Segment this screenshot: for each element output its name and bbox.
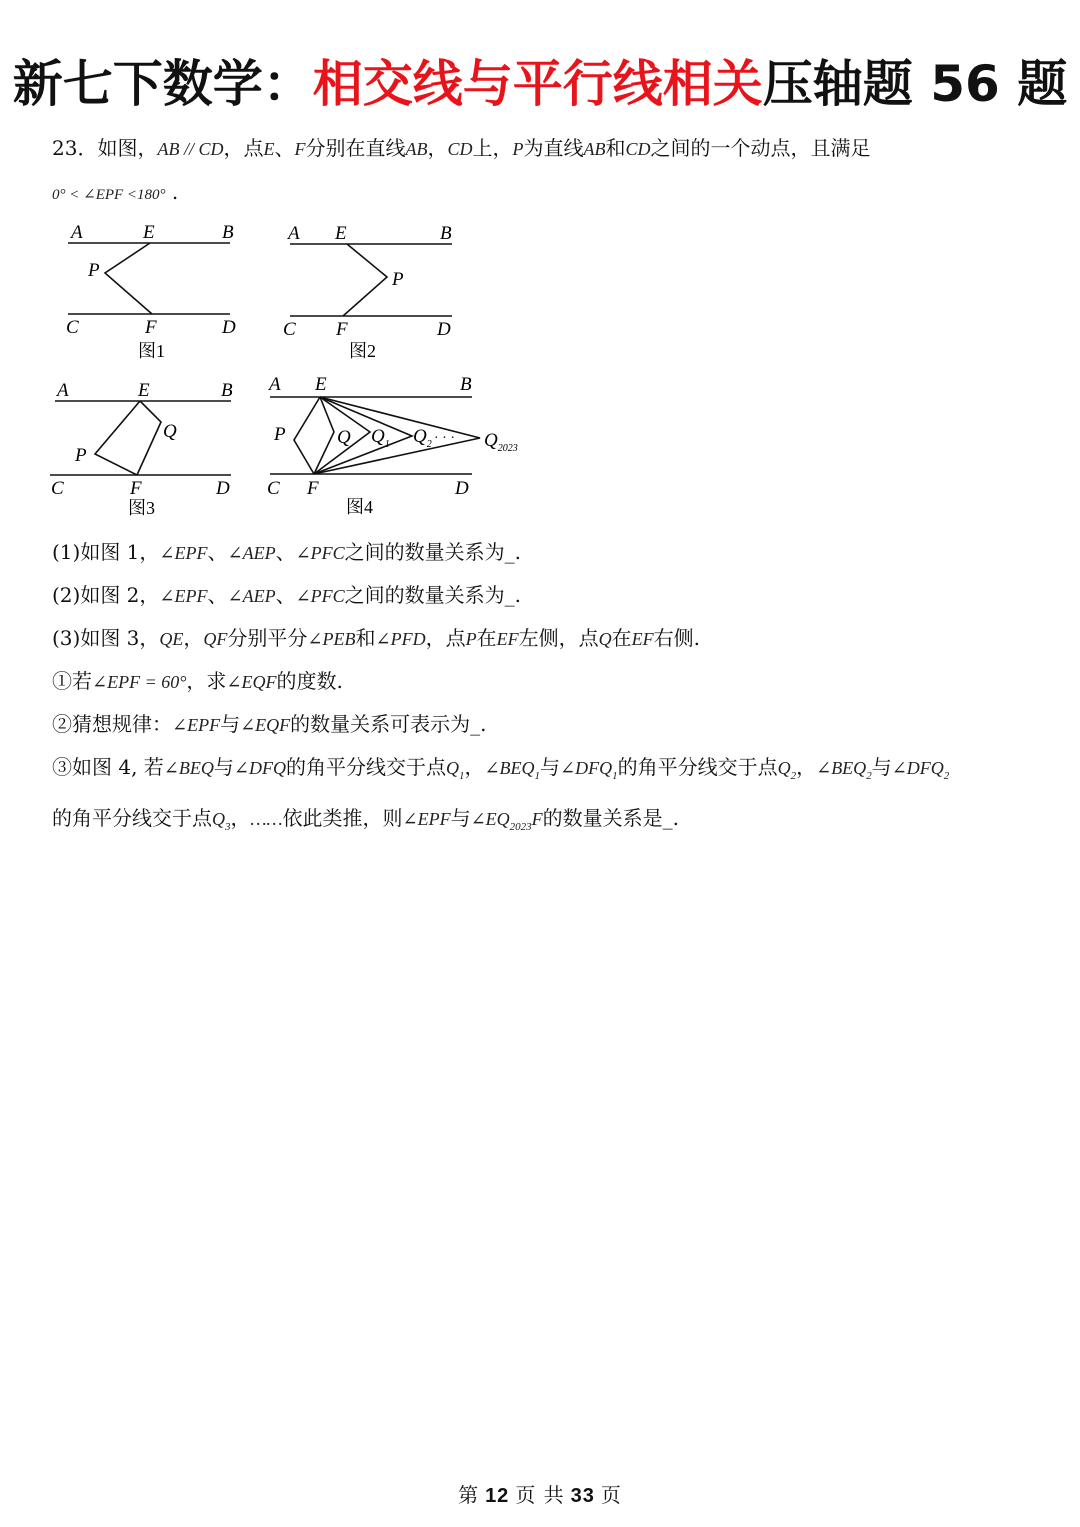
math: Q (212, 809, 225, 829)
text: 与 (450, 806, 471, 830)
subscript: 1 (612, 770, 618, 782)
text: ， (183, 626, 204, 650)
label-d: D (437, 319, 451, 340)
title-part-3: 压轴题 56 题 (762, 55, 1068, 113)
math: ∠EQF (226, 672, 277, 692)
text: 与 (213, 755, 234, 779)
text: ， (464, 755, 485, 779)
title-part-2-highlight: 相交线与平行线相关 (312, 55, 763, 113)
text: ， (796, 755, 817, 779)
math: …… (250, 809, 283, 829)
text: 在 (476, 626, 497, 650)
page-title (0, 52, 1080, 116)
math: ∠EQF (240, 715, 291, 735)
text: (1)如图 1， (52, 540, 160, 564)
figure-2 (275, 215, 475, 365)
text: 分别平分 (227, 626, 308, 650)
label-q: Q (337, 427, 351, 448)
label-q2023 (484, 430, 518, 454)
math: ∠DFQ (233, 758, 286, 778)
figure-4 (262, 370, 542, 522)
subscript: 1 (534, 770, 541, 782)
current-page-number: 12 (485, 1485, 510, 1507)
math: F (294, 139, 306, 159)
label-b: B (440, 223, 452, 244)
math: EF (496, 629, 519, 649)
label-f: F (130, 478, 142, 499)
label-c: C (283, 319, 296, 340)
path-eqf (137, 401, 161, 475)
text: 与 (871, 755, 892, 779)
figure-caption: 图2 (349, 341, 376, 361)
path-eqf (314, 397, 334, 474)
math: ∠EPF = 60° (92, 672, 187, 692)
math: CD (447, 139, 473, 159)
page-footer (0, 1479, 1080, 1508)
text: 和 (605, 136, 626, 160)
label-dots: · · · (434, 431, 455, 446)
math: ∠BEQ (163, 758, 214, 778)
figure-1 (50, 215, 250, 365)
label-p: P (274, 424, 286, 445)
math: Q (445, 758, 459, 778)
label-a: A (288, 223, 300, 244)
math: QE (159, 629, 184, 649)
problem-condition (52, 177, 178, 210)
text: 依此类推，则 (282, 806, 403, 830)
subscript: 1 (458, 770, 465, 782)
text: 的度数. (276, 669, 343, 693)
math: AB (405, 139, 428, 159)
label-b: B (221, 380, 233, 401)
text: 的角平分线交于点 (285, 755, 446, 779)
math: ∠BEQ (484, 758, 535, 778)
label-f: F (307, 478, 319, 499)
label-f: F (145, 317, 157, 338)
figure-3 (45, 372, 245, 522)
label-c: C (51, 478, 64, 499)
total-pages-number: 33 (570, 1485, 595, 1507)
text: ，求 (186, 669, 227, 693)
math: ∠PFC (295, 586, 345, 606)
text: 上， (472, 136, 513, 160)
subscript: 2 (866, 770, 872, 782)
text: ， (427, 136, 448, 160)
label-d: D (222, 317, 236, 338)
label-d: D (216, 478, 230, 499)
math: P (465, 629, 477, 649)
question-1 (52, 537, 521, 568)
label-a: A (71, 222, 83, 243)
math: EF (631, 629, 654, 649)
math: ∠DFQ (891, 758, 944, 778)
text: 、 (275, 583, 296, 607)
label-a: A (269, 374, 281, 395)
subscript: 2023 (509, 821, 532, 833)
q1-subscript: 1 (384, 439, 390, 450)
text: 和 (355, 626, 376, 650)
text: 、 (207, 583, 228, 607)
label-e: E (138, 380, 150, 401)
text: 的数量关系可表示为_. (290, 712, 487, 736)
text: 在 (611, 626, 632, 650)
label-d: D (455, 478, 469, 499)
text: (2)如图 2， (52, 583, 160, 607)
question-2 (52, 580, 521, 611)
path-epf (95, 401, 140, 475)
text: ②猜想规律： (52, 712, 172, 736)
text: ①若 (52, 669, 92, 693)
text: 页 共 (515, 1483, 565, 1507)
q2-letter: Q (413, 426, 427, 447)
text: 分别在直线 (305, 136, 406, 160)
subscript: 3 (225, 821, 231, 833)
math: AB // CD (157, 139, 224, 159)
text: 之间的数量关系为_. (344, 583, 522, 607)
text: ③如图 4, 若 (52, 755, 164, 779)
math: ∠AEP (227, 543, 276, 563)
q2023-letter: Q (484, 430, 498, 451)
text: 、 (275, 540, 296, 564)
question-3b (52, 709, 487, 740)
label-e: E (143, 222, 155, 243)
label-p: P (88, 260, 100, 281)
q2-subscript: 2 (426, 439, 432, 450)
math: ∠DFQ (560, 758, 613, 778)
math: Q (777, 758, 791, 778)
text: 与 (220, 712, 241, 736)
math: 0° < ∠EPF <180° (52, 187, 166, 203)
text: 、 (274, 136, 295, 160)
q1-letter: Q (371, 426, 385, 447)
text: 的角平分线交于点 (617, 755, 778, 779)
label-c: C (66, 317, 79, 338)
question-3 (52, 623, 700, 654)
label-p: P (392, 269, 404, 290)
text: 之间的一个动点，且满足 (650, 136, 871, 160)
math: ∠PFD (375, 629, 426, 649)
text: 的数量关系是_. (542, 806, 680, 830)
figure-caption: 图3 (128, 498, 155, 518)
text: . (165, 180, 179, 204)
path-epf (343, 244, 387, 316)
label-p: P (75, 445, 87, 466)
label-e: E (315, 374, 327, 395)
text: 之间的数量关系为_. (344, 540, 522, 564)
text: (3)如图 3， (52, 626, 160, 650)
label-q2 (413, 426, 432, 450)
figure-caption: 图1 (138, 341, 165, 361)
math: QF (203, 629, 228, 649)
label-q1 (371, 426, 390, 450)
text: 、 (207, 540, 228, 564)
text: 与 (540, 755, 561, 779)
math: ∠EPF (402, 809, 451, 829)
math: ∠PFC (295, 543, 345, 563)
path-epf (105, 243, 152, 314)
question-3a (52, 666, 343, 697)
text: 为直线 (523, 136, 584, 160)
text: 右侧. (653, 626, 700, 650)
text: 的角平分线交于点 (52, 806, 212, 830)
question-3c-continued (52, 803, 679, 842)
math: ∠BEQ (816, 758, 867, 778)
label-e: E (335, 223, 347, 244)
problem-intro (52, 133, 870, 164)
text: 第 (458, 1483, 480, 1507)
label-q: Q (163, 421, 177, 442)
math: ∠EPF (159, 586, 208, 606)
math: ∠PEB (307, 629, 356, 649)
subscript: 2 (790, 770, 797, 782)
math: F (531, 809, 543, 829)
text: 左侧，点 (518, 626, 599, 650)
problem-number: 23． (52, 136, 98, 160)
text: 如图， (97, 136, 158, 160)
math: ∠EPF (159, 543, 208, 563)
subscript: 2 (943, 770, 950, 782)
title-part-1: 新七下数学： (12, 55, 313, 113)
q2023-subscript: 2023 (497, 443, 518, 454)
path-epf (294, 397, 320, 474)
text: ， (230, 806, 251, 830)
math: ∠AEP (227, 586, 276, 606)
question-3c (52, 752, 949, 791)
math: ∠EQ (470, 809, 510, 829)
math: Q (598, 629, 612, 649)
math: AB (583, 139, 606, 159)
label-b: B (222, 222, 234, 243)
math: E (263, 139, 275, 159)
math: ∠EPF (172, 715, 221, 735)
text: ，点 (425, 626, 466, 650)
label-c: C (267, 478, 280, 499)
label-a: A (57, 380, 69, 401)
label-b: B (460, 374, 472, 395)
math: P (512, 139, 524, 159)
math: CD (625, 139, 651, 159)
text: ，点 (223, 136, 264, 160)
text: 页 (600, 1483, 622, 1507)
figure-caption: 图4 (346, 497, 373, 517)
label-f: F (336, 319, 348, 340)
